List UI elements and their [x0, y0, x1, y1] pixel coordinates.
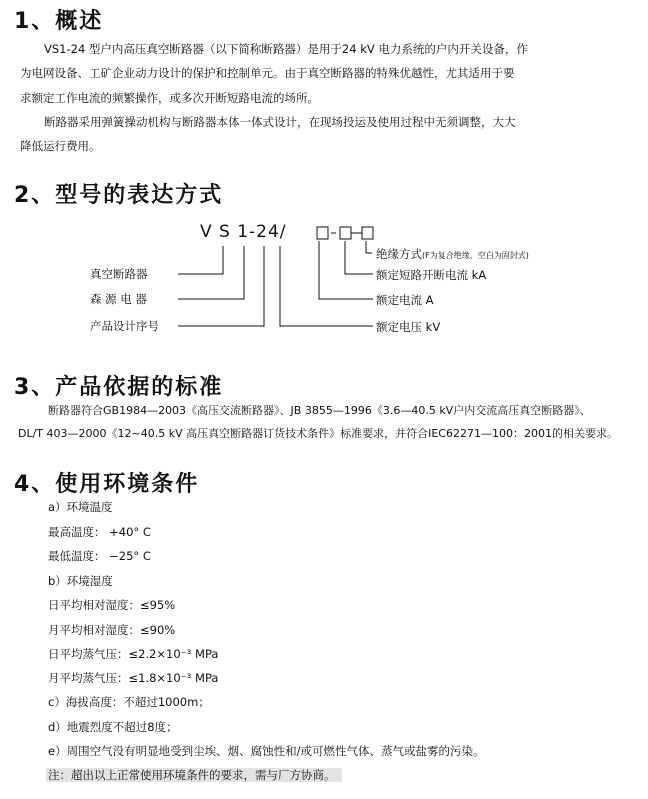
connector-vacuum-breaker [178, 246, 223, 274]
s1-para2-line1: 断路器采用弹簧操动机构与断路器本体一体式设计，在现场投运及使用过程中无须调整，大大 [44, 115, 516, 129]
label-rated-current: 额定电流 A [376, 293, 434, 307]
current-box [340, 227, 351, 239]
s4-item-max-temp: 最高温度： +40° C [48, 525, 151, 539]
s4-item-daily-humidity: 日平均相对湿度：≤95% [48, 598, 176, 612]
section-2-title: 2、型号的表达方式 [14, 183, 224, 208]
s4-item-c-altitude: c）海拔高度：不超过1000m； [48, 695, 210, 709]
s3-line1: 断路器符合GB1984—2003《高压交流断路器》、JB 3855—1996《3.6—40.5 kV户内交流高压真空断路器》、 [48, 404, 591, 417]
section-1-title: 1、概述 [14, 9, 104, 34]
s4-item-monthly-humidity: 月平均相对湿度：≤90% [48, 623, 176, 637]
connector-design-no [178, 246, 264, 326]
insulation-text: 绝缘方式 [376, 247, 422, 261]
s3-line2: DL/T 403—2000《12~40.5 kV 高压真空断路器订货技术条件》标准要求，并符合IEC62271—100：2001的相关要求。 [18, 427, 618, 440]
connector-short-circuit [345, 241, 373, 274]
label-rated-voltage: 额定电压 kV [376, 320, 441, 334]
s4-item-daily-vapor: 日平均蒸气压：≤2.2×10⁻³ MPa [48, 647, 219, 661]
s1-para1-line3: 求额定工作电流的频繁操作，或多次开断短路电流的场所。 [20, 91, 319, 105]
label-insulation [376, 246, 529, 262]
connector-rated-voltage [280, 246, 373, 326]
connector-rated-current [319, 241, 373, 299]
label-design-serial: 产品设计序号 [90, 319, 159, 333]
s1-para1-line1: VS1-24 型户内高压真空断路器（以下简称断路器）是用于24 kV 电力系统的户内开关设备，作 [44, 42, 528, 56]
label-vacuum-breaker: 真空断路器 [90, 267, 148, 281]
connector-senyuan [178, 246, 244, 299]
s4-item-monthly-vapor: 月平均蒸气压：≤1.8×10⁻³ MPa [48, 671, 219, 685]
s4-item-e-pollution: e）周围空气没有明显地受到尘埃、烟、腐蚀性和/或可燃性气体、蒸气或盐雾的污染。 [48, 744, 485, 758]
s1-para1-line2: 为电网设备、工矿企业动力设计的保护和控制单元。由于真空断路器的特殊优越性，尤其适用于要 [20, 66, 515, 80]
s4-item-min-temp: 最低温度： −25° C [48, 549, 151, 563]
label-senyuan-electric: 森 源 电 器 [90, 292, 147, 306]
model-code: V S 1-24/ [200, 222, 287, 242]
s4-note: 注：超出以上正常使用环境条件的要求，需与厂方协商。 [46, 768, 342, 782]
s4-item-d-seismic: d）地震烈度不超过8度； [48, 720, 178, 734]
section-3-title: 3、产品依据的标准 [14, 375, 224, 400]
insulation-note: (F为复合绝缘，空白为固封式) [422, 251, 529, 260]
label-short-circuit-current: 额定短路开断电流 kA [376, 268, 487, 282]
breaking-box [362, 227, 373, 239]
section-4-title: 4、使用环境条件 [14, 472, 200, 497]
s4-item-a: a）环境温度 [48, 500, 113, 514]
voltage-box [317, 227, 328, 239]
connector-insulation [366, 241, 372, 253]
s4-item-b: b）环境湿度 [48, 574, 113, 588]
s1-para2-line2: 降低运行费用。 [20, 139, 101, 153]
